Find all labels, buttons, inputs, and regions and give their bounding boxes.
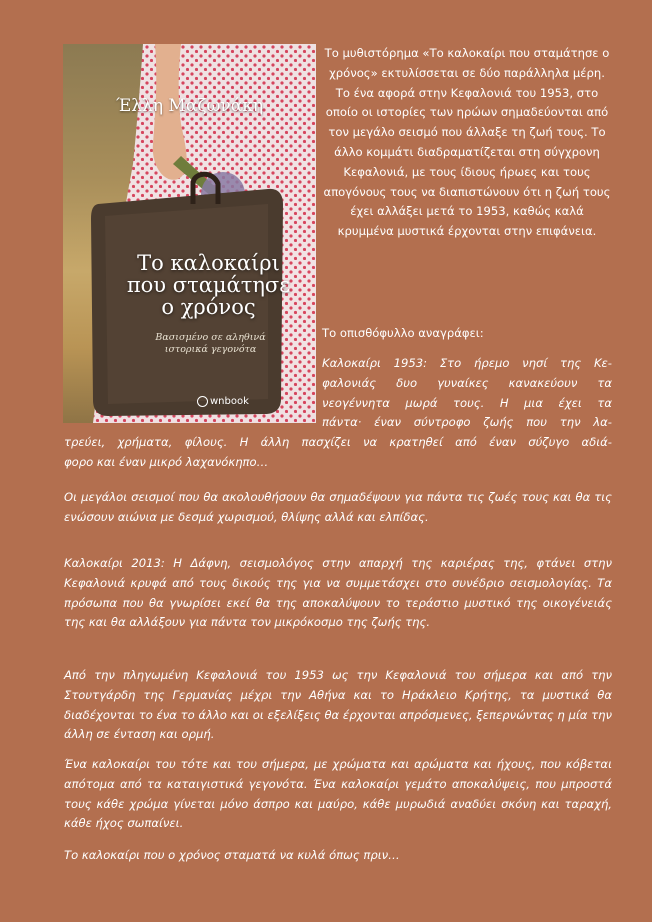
cover-title	[101, 252, 316, 318]
text-line: πάντα· έναν σύντροφο ζωής που την λα-	[322, 415, 612, 430]
cover-title-line: Το καλοκαίρι	[137, 251, 280, 275]
text-line: τρεύει, χρήματα, φίλους. Η άλλη πασχίζει να κρατηθεί από έναν σύζυγο αδιά-	[64, 435, 612, 450]
publisher-name: wnbook	[210, 396, 249, 407]
paragraph-kefalonia: Από την πληγωμένη Κεφαλονιά του 1953 ως την Κεφαλονιά του σήμερα και από την Στουτγάρδη της Γερμανίας μέχρι την Αθήνα και το Ηράκλειο Κρήτης, τα μυστικά θα διαδέχονται το ένα το άλλο και οι εξελίξεις θα έρχονται απρόσμενες, ξεπερνώντας η μία την άλλη σε ένταση και ορμή.	[64, 668, 612, 742]
cover-subtitle	[133, 332, 288, 356]
paragraph-summer-then-now: Ένα καλοκαίρι του τότε και του σήμερα, με χρώματα και αρώματα και ήχους, που κόβεται απότομα από τα καταιγιστικά γεγονότα. Ένα καλοκαίρι γεμάτο αποκαλύψεις, που μπροστά τους κάθε χρώμα γίνεται μόνο άσπρο και μαύρο, κάθε μυρωδιά αναδύει σκόνη και ταραχή, κάθε ήχος σωπαίνει.	[64, 757, 612, 831]
intro-paragraph: Το μυθιστόρημα «Το καλοκαίρι που σταμάτησε ο χρόνος» εκτυλίσσεται σε δύο παράλληλα μέρη. Το ένα αφορά στην Κεφαλονιά του 1953, στο οποίο οι ιστορίες των ηρώων σημαδεύονται από τον μεγάλο σεισμό που άλλαξε τη ζωή τους. Το άλλο κομμάτι διαδραματίζεται στη σύγχρονη Κεφαλονιά, με τους ίδιους ήρωες και τους απογόνους τους να διαπιστώνουν ότι η ζωή τους έχει αλλάξει μετά το 1953, καθώς καλά κρυμμένα μυστικά έρχονται στην επιφάνεια.	[323, 46, 611, 239]
text-line: νεογέννητα μωρά τους. Η μια έχει τα	[322, 395, 612, 410]
first-paragraph	[64, 354, 612, 473]
backcover-heading: Το οπισθόφυλλο αναγράφει:	[322, 326, 484, 340]
text-line: φαλονιάς δυο γυναίκες κανακεύουν τα	[322, 375, 612, 390]
cover-subtitle-line: Βασισμένο σε αληθινά	[155, 332, 266, 343]
cover-author: Έλλη Μαζωνάκη	[115, 96, 264, 116]
text-line: φορο και έναν μικρό λαχανόκηπο…	[64, 454, 269, 469]
paragraph-summer-2013: Καλοκαίρι 2013: Η Δάφνη, σεισμολόγος στην απαρχή της καριέρας της, φτάνει στην Κεφαλονιά κρυφά από τους δικούς της για να συμμετάσχει στο συνέδριο σεισμολογίας. Τα πρόσωπα που θα γνωρίσει εκεί θα της αποκαλύψουν το τεράστιο μυστικό της οικογένειάς της και θα αλλάξουν για πάντα τον μικρόκοσμο της ζωής της.	[64, 556, 612, 630]
paragraph-closing: Το καλοκαίρι που ο χρόνος σταματά να κυλά όπως πριν…	[64, 848, 400, 862]
cover-subtitle-line: ιστορικά γεγονότα	[164, 344, 257, 355]
paragraph-earthquakes: Οι μεγάλοι σεισμοί που θα ακολουθήσουν θα σημαδέψουν για πάντα τις ζωές τους και θα τις ενώσουν αιώνια με δεσμά χωρισμού, θλίψης αλλά και ελπίδας.	[64, 490, 612, 524]
text-line: Καλοκαίρι 1953: Στο ήρεμο νησί της Κε-	[322, 356, 612, 370]
cover-title-line: που σταμάτησε	[126, 273, 291, 297]
cover-title-line: ο χρόνος	[161, 295, 256, 319]
